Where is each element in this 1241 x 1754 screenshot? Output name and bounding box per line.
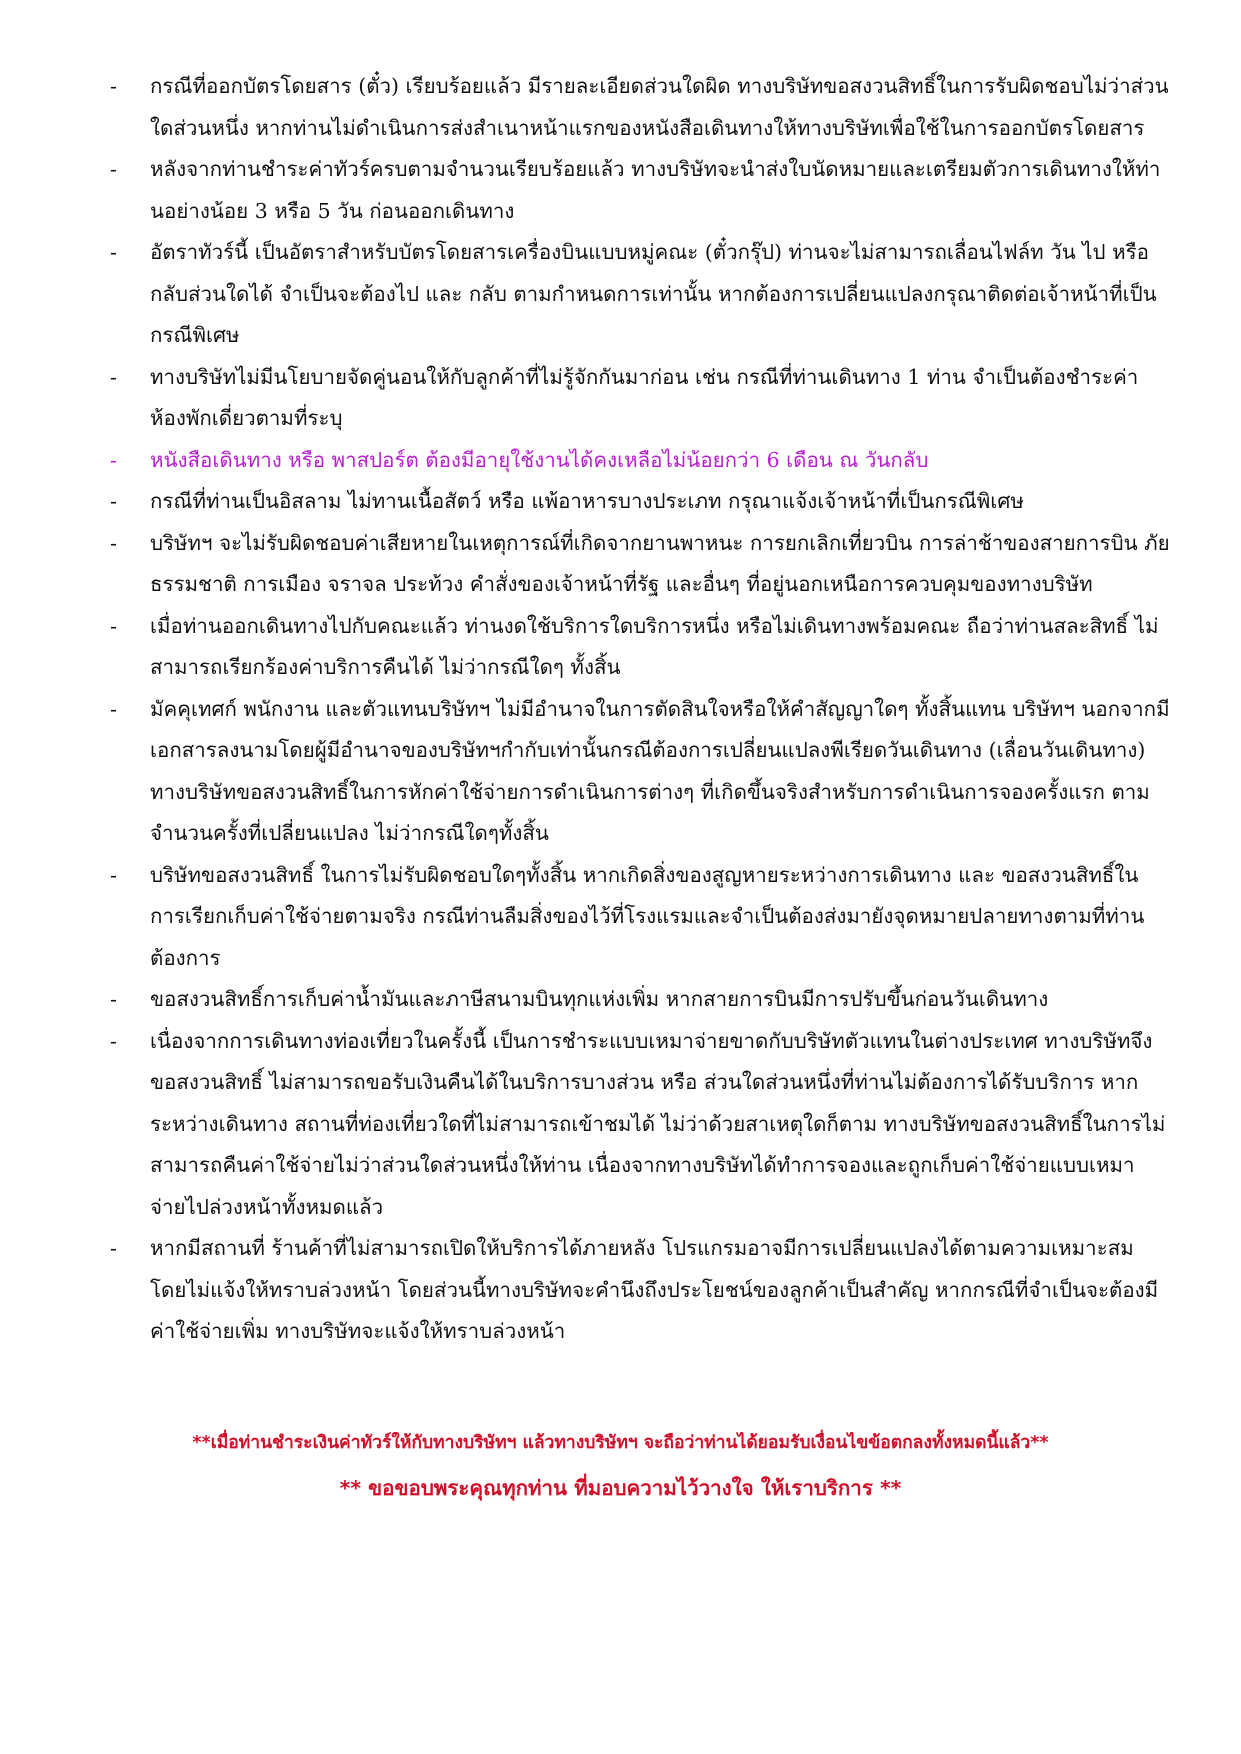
term-text: กรณีที่ท่านเป็นอิสลาม ไม่ทานเนื้อสัตว์ หรือ แพ้อาหารบางประเภท กรุณาแจ้งเจ้าหน้าที่เป็นกรณีพิเศษ (150, 489, 1024, 513)
term-text: เมื่อท่านออกเดินทางไปกับคณะแล้ว ท่านงดใช้บริการใดบริการหนึ่ง หรือไม่เดินทางพร้อมคณะ ถือว่าท่านสละสิทธิ์ ไม่สามารถเรียกร้องค่าบริการคืนได้ ไม่ว่ากรณีใดๆ ทั้งสิ้น (150, 613, 1159, 679)
bullet-dash: - (110, 364, 117, 389)
term-text: กรณีที่ออกบัตรโดยสาร (ตั๋ว) เรียบร้อยแล้ว มีรายละเอียดส่วนใดผิด ทางบริษัทขอสงวนสิทธิ์ในการรับผิดชอบไม่ว่าส่วนใดส่วนหนึ่ง หากท่านไม่ดำเนินการส่งสำเนาหน้าแรกของหนังสือเดินทางให้ทางบริษัทเพื่อใช้ในการออกบัตรโดยสาร (150, 74, 1169, 140)
term-item (110, 523, 1170, 606)
term-text: เนื่องจากการเดินทางท่องเที่ยวในครั้งนี้ เป็นการชำระแบบเหมาจ่ายขาดกับบริษัทตัวแทนในต่างประเทศ ทางบริษัทจึงขอสงวนสิทธิ์ ไม่สามารถขอรับเงินคืนได้ในบริการบางส่วน หรือ ส่วนใดส่วนหนึ่งที่ท่านไม่ต้องการได้รับบริการ หากระหว่างเดินทาง สถานที่ท่องเที่ยวใดที่ไม่สามารถเข้าชมได้ ไม่ว่าด้วยสาเหตุใดก็ตาม ทางบริษัทขอสงวนสิทธิ์ในการไม่สามารถคืนค่าใช้จ่ายไม่ว่าส่วนใดส่วนหนึ่งให้ท่าน เนื่องจากทางบริษัทได้ทำการจองและถูกเก็บค่าใช้จ่ายแบบเหมาจ่ายไปล่วงหน้าทั้งหมดแล้ว (150, 1028, 1166, 1219)
term-item (110, 979, 1170, 1021)
bullet-dash: - (110, 613, 117, 638)
term-text: ขอสงวนสิทธิ์การเก็บค่าน้ำมันและภาษีสนามบินทุกแห่งเพิ่ม หากสายการบินมีการปรับขึ้นก่อนวันเดินทาง (150, 987, 1049, 1011)
bullet-dash: - (110, 74, 117, 98)
term-text: มัคคุเทศก์ พนักงาน และตัวแทนบริษัทฯ ไม่มีอำนาจในการตัดสินใจหรือให้คำสัญญาใดๆ ทั้งสิ้นแทน บริษัทฯ นอกจากมีเอกสารลงนามโดยผู้มีอำนาจของบริษัทฯกำกับเท่านั้นกรณีต้องการเปลี่ยนแปลงพีเรียดวันเดินทาง (เลื่อนวันเดินทาง) ทางบริษัทขอสงวนสิทธิ์ในการหักค่าใช้จ่ายการดำเนินการต่างๆ ที่เกิดขึ้นจริงสำหรับการดำเนินการจองครั้งแรก ตามจำนวนครั้งที่เปลี่ยนแปลง ไม่ว่ากรณีใดๆทั้งสิ้น (150, 696, 1170, 845)
bullet-dash: - (110, 862, 117, 887)
term-text: หลังจากท่านชำระค่าทัวร์ครบตามจำนวนเรียบร้อยแล้ว ทางบริษัทจะนำส่งใบนัดหมายและเตรียมตัวการเดินทางให้ท่านอย่างน้อย 3 หรือ 5 วัน ก่อนออกเดินทาง (150, 157, 1161, 223)
bullet-dash: - (110, 1236, 117, 1260)
thank-you-note: ** ขอขอบพระคุณทุกท่าน ที่มอบความไว้วางใจ ให้เราบริการ ** (339, 1476, 902, 1500)
term-item (110, 66, 1170, 149)
term-text: หากมีสถานที่ ร้านค้าที่ไม่สามารถเปิดให้บริการได้ภายหลัง โปรแกรมอาจมีการเปลี่ยนแปลงได้ตามความเหมาะสม โดยไม่แจ้งให้ทราบล่วงหน้า โดยส่วนนี้ทางบริษัทจะคำนึงถึงประโยชน์ของลูกค้าเป็นสำคัญ หากกรณีที่จำเป็นจะต้องมีค่าใช้จ่ายเพิ่ม ทางบริษัทจะแจ้งให้ทราบล่วงหน้า (150, 1236, 1159, 1343)
bullet-dash: - (110, 447, 117, 472)
bullet-dash: - (110, 987, 117, 1011)
term-text: อัตราทัวร์นี้ เป็นอัตราสำหรับบัตรโดยสารเครื่องบินแบบหมู่คณะ (ตั๋วกรุ๊ป) ท่านจะไม่สามารถเลื่อนไฟล์ท วัน ไป หรือ กลับส่วนใดได้ จำเป็นจะต้องไป และ กลับ ตามกำหนดการเท่านั้น หากต้องการเปลี่ยนแปลงกรุณาติดต่อเจ้าหน้าที่เป็นกรณีพิเศษ (150, 240, 1157, 347)
bullet-dash: - (110, 530, 117, 555)
term-item (110, 689, 1170, 855)
term-item-passport-highlight (110, 440, 1170, 482)
terms-list (110, 66, 1170, 1353)
term-item (110, 232, 1170, 357)
term-item (110, 357, 1170, 440)
bullet-dash: - (110, 696, 117, 721)
term-item (110, 481, 1170, 523)
term-item (110, 855, 1170, 980)
term-text: หนังสือเดินทาง หรือ พาสปอร์ต ต้องมีอายุใช้งานได้คงเหลือไม่น้อยกว่า 6 เดือน ณ วันกลับ (150, 447, 929, 472)
bullet-dash: - (110, 240, 117, 264)
term-item (110, 149, 1170, 232)
term-item (110, 1021, 1170, 1229)
term-text: บริษัทฯ จะไม่รับผิดชอบค่าเสียหายในเหตุการณ์ที่เกิดจากยานพาหนะ การยกเลิกเที่ยวบิน การล่าช้าของสายการบิน ภัยธรรมชาติ การเมือง จราจล ประท้วง คำสั่งของเจ้าหน้าที่รัฐ และอื่นๆ ที่อยู่นอกเหนือการควบคุมของทางบริษัท (150, 530, 1170, 596)
term-item (110, 606, 1170, 689)
acceptance-notice: **เมื่อท่านชำระเงินค่าทัวร์ให้กับทางบริษัทฯ แล้วทางบริษัทฯ จะถือว่าท่านได้ยอมรับเงื่อนไขข้อตกลงทั้งหมดนี้แล้ว** (192, 1433, 1049, 1453)
bullet-dash: - (110, 1028, 117, 1053)
term-text: ทางบริษัทไม่มีนโยบายจัดคู่นอนให้กับลูกค้าที่ไม่รู้จักกันมาก่อน เช่น กรณีที่ท่านเดินทาง 1 ท่าน จำเป็นต้องชำระค่าห้องพักเดี่ยวตามที่ระบุ (150, 364, 1139, 430)
bullet-dash: - (110, 489, 117, 513)
bullet-dash: - (110, 157, 117, 181)
term-item (110, 1228, 1170, 1353)
term-text: บริษัทขอสงวนสิทธิ์ ในการไม่รับผิดชอบใดๆทั้งสิ้น หากเกิดสิ่งของสูญหายระหว่างการเดินทาง และ ขอสงวนสิทธิ์ในการเรียกเก็บค่าใช้จ่ายตามจริง กรณีท่านลืมสิ่งของไว้ที่โรงแรมและจำเป็นต้องส่งมายังจุดหมายปลายทางตามที่ท่านต้องการ (150, 862, 1145, 970)
